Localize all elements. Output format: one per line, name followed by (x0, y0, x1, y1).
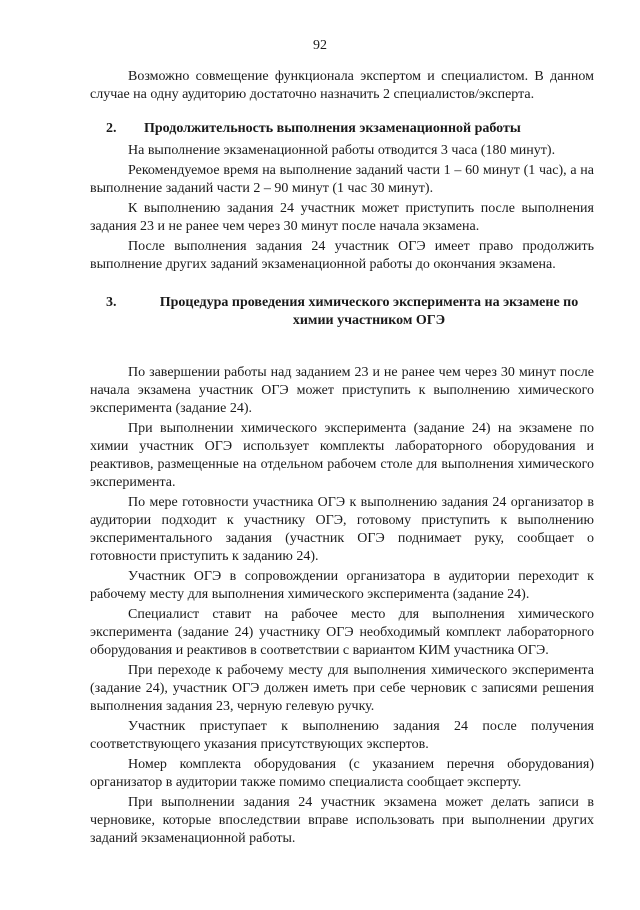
section-2-title: Продолжительность выполнения экзаменационной работы (144, 121, 521, 136)
section-2-paragraph: К выполнению задания 24 участник может приступить после выполнения задания 23 и не ранее чем через 30 минут после начала экзамена. (90, 201, 594, 234)
page-number: 92 (313, 38, 327, 53)
document-body (90, 68, 594, 850)
section-2-paragraph: На выполнение экзаменационной работы отводится 3 часа (180 минут). (128, 143, 556, 158)
section-3-heading (90, 294, 594, 330)
section-3-paragraph: При выполнении задания 24 участник экзамена может делать записи в черновике, которые впоследствии вправе использовать при выполнении других заданий экзаменационной работы. (90, 795, 594, 846)
section-3-paragraph: Участник ОГЭ в сопровождении организатора в аудитории переходит к рабочему месту для выполнения химического эксперимента (задание 24). (90, 569, 594, 602)
section-3-paragraph: Участник приступает к выполнению задания 24 после получения соответствующего указания присутствующих экспертов. (90, 719, 594, 752)
section-3-paragraph: Специалист ставит на рабочее место для выполнения химического эксперимента (задание 24) участнику ОГЭ необходимый комплект лабораторного оборудования и реактивов в соответствии с вариантом КИМ участника ОГЭ. (90, 607, 594, 658)
section-2-paragraph: После выполнения задания 24 участник ОГЭ имеет право продолжить выполнение других заданий экзаменационной работы до окончания экзамена. (90, 239, 594, 272)
section-3-paragraph: Номер комплекта оборудования (с указанием перечня оборудования) организатор в аудитории также помимо специалиста сообщает эксперту. (90, 757, 594, 790)
section-3-paragraph: При выполнении химического эксперимента (задание 24) на экзамене по химии участник ОГЭ использует комплекты лабораторного оборудования и реактивов, размещенные на отдельном рабочем столе для выполнения химического эксперимента. (90, 421, 594, 490)
section-3-paragraph: По мере готовности участника ОГЭ к выполнению задания 24 организатор в аудитории подходит к участнику ОГЭ, готовому приступить к выполнению экспериментального задания (участник ОГЭ поднимает руку, сообщает о готовности приступить к заданию 24). (90, 495, 594, 564)
intro-paragraph: Возможно совмещение функционала экспертом и специалистом. В данном случае на одну аудиторию достаточно назначить 2 специалистов/эксперта. (90, 69, 594, 102)
section-2-heading (90, 120, 594, 138)
section-2-paragraph: Рекомендуемое время на выполнение заданий части 1 – 60 минут (1 час), а на выполнение заданий части 2 – 90 минут (1 час 30 минут). (90, 163, 594, 196)
section-2-number: 2. (106, 121, 117, 136)
section-3-number: 3. (106, 295, 117, 310)
section-3-paragraph: При переходе к рабочему месту для выполнения химического эксперимента (задание 24), участник ОГЭ должен иметь при себе черновик с записями решения выполнения задания 23, черную гелевую ручку. (90, 663, 594, 714)
section-3-title: Процедура проведения химического эксперимента на экзамене по химии участником ОГЭ (159, 295, 579, 328)
section-3-paragraph: По завершении работы над заданием 23 и не ранее чем через 30 минут после начала экзамена участник ОГЭ может приступить к выполнению химического эксперимента (задание 24). (90, 365, 594, 416)
